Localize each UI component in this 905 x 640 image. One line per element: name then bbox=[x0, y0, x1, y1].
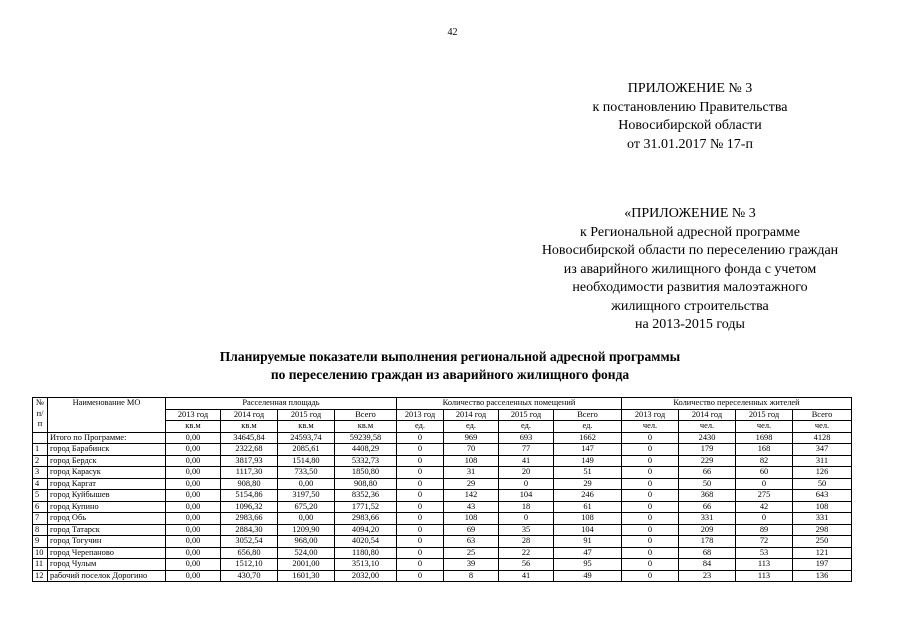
appendix-line: к Региональной адресной программе bbox=[579, 224, 800, 240]
title-line: по переселению граждан из аварийного жилищного фонда bbox=[270, 367, 630, 382]
row-name: рабочий поселок Дорогино bbox=[48, 570, 166, 582]
table-row bbox=[33, 490, 852, 502]
header-number: № п/п bbox=[33, 398, 48, 433]
year-header: 2015 год bbox=[278, 409, 335, 421]
value-cell: 0,00 bbox=[166, 444, 221, 456]
value-cell: 0,00 bbox=[278, 478, 335, 490]
value-cell: 0 bbox=[622, 467, 679, 479]
value-cell: 0,00 bbox=[166, 536, 221, 548]
value-cell: 4408,29 bbox=[335, 444, 397, 456]
value-cell: 0 bbox=[397, 570, 444, 582]
unit-header: чел. bbox=[622, 421, 679, 433]
appendix-line: ПРИЛОЖЕНИЕ № 3 bbox=[627, 81, 753, 96]
value-cell: 0 bbox=[397, 478, 444, 490]
value-cell: 229 bbox=[679, 455, 736, 467]
value-cell: 693 bbox=[499, 432, 554, 444]
appendix-line: необходимости развития малоэтажного bbox=[572, 280, 808, 295]
row-number: 6 bbox=[33, 501, 48, 513]
appendix-header bbox=[540, 80, 840, 154]
value-cell: 2430 bbox=[679, 432, 736, 444]
value-cell: 908,80 bbox=[335, 478, 397, 490]
value-cell: 2884,30 bbox=[221, 524, 278, 536]
table-row bbox=[33, 467, 852, 479]
value-cell: 77 bbox=[499, 444, 554, 456]
value-cell: 0 bbox=[397, 524, 444, 536]
value-cell: 24593,74 bbox=[278, 432, 335, 444]
year-header: Всего bbox=[335, 409, 397, 421]
row-number: 8 bbox=[33, 524, 48, 536]
title-line: Планируемые показатели выполнения региональной адресной программы bbox=[219, 349, 681, 364]
value-cell: 0 bbox=[622, 513, 679, 525]
year-header: Всего bbox=[554, 409, 622, 421]
value-cell: 0 bbox=[397, 432, 444, 444]
value-cell: 2085,61 bbox=[278, 444, 335, 456]
row-name: город Обь bbox=[48, 513, 166, 525]
value-cell: 60 bbox=[736, 467, 793, 479]
value-cell: 68 bbox=[679, 547, 736, 559]
row-name: Итого по Программе: bbox=[48, 432, 166, 444]
row-number: 2 bbox=[33, 455, 48, 467]
value-cell: 22 bbox=[499, 547, 554, 559]
value-cell: 0,00 bbox=[166, 501, 221, 513]
unit-header: чел. bbox=[679, 421, 736, 433]
appendix-line: Новосибирской области bbox=[618, 118, 762, 133]
row-number: 10 bbox=[33, 547, 48, 559]
value-cell: 0 bbox=[397, 490, 444, 502]
value-cell: 656,80 bbox=[221, 547, 278, 559]
document-title bbox=[100, 348, 800, 384]
value-cell: 0 bbox=[622, 536, 679, 548]
value-cell: 209 bbox=[679, 524, 736, 536]
value-cell: 1698 bbox=[736, 432, 793, 444]
row-name: город Барабинск bbox=[48, 444, 166, 456]
value-cell: 34645,84 bbox=[221, 432, 278, 444]
value-cell: 108 bbox=[444, 455, 499, 467]
value-cell: 331 bbox=[793, 513, 852, 525]
row-name: город Каргат bbox=[48, 478, 166, 490]
value-cell: 311 bbox=[793, 455, 852, 467]
value-cell: 56 bbox=[499, 559, 554, 571]
value-cell: 1850,80 bbox=[335, 467, 397, 479]
unit-header: ед. bbox=[499, 421, 554, 433]
value-cell: 0 bbox=[622, 455, 679, 467]
value-cell: 0 bbox=[622, 570, 679, 582]
row-number: 7 bbox=[33, 513, 48, 525]
value-cell: 0 bbox=[499, 513, 554, 525]
row-name: город Черепаново bbox=[48, 547, 166, 559]
value-cell: 3817,93 bbox=[221, 455, 278, 467]
value-cell: 0 bbox=[397, 501, 444, 513]
value-cell: 168 bbox=[736, 444, 793, 456]
value-cell: 72 bbox=[736, 536, 793, 548]
year-header: 2013 год bbox=[166, 409, 221, 421]
value-cell: 0,00 bbox=[166, 547, 221, 559]
value-cell: 41 bbox=[499, 570, 554, 582]
appendix-line: к постановлению Правительства bbox=[592, 99, 788, 115]
value-cell: 104 bbox=[499, 490, 554, 502]
value-cell: 35 bbox=[499, 524, 554, 536]
header-area: Расселенная площадь bbox=[166, 398, 397, 410]
value-cell: 2001,00 bbox=[278, 559, 335, 571]
value-cell: 298 bbox=[793, 524, 852, 536]
value-cell: 1180,80 bbox=[335, 547, 397, 559]
value-cell: 82 bbox=[736, 455, 793, 467]
value-cell: 149 bbox=[554, 455, 622, 467]
value-cell: 0 bbox=[622, 559, 679, 571]
header-rooms: Количество расселенных помещений bbox=[397, 398, 622, 410]
value-cell: 59239,58 bbox=[335, 432, 397, 444]
value-cell: 91 bbox=[554, 536, 622, 548]
value-cell: 53 bbox=[736, 547, 793, 559]
value-cell: 2322,68 bbox=[221, 444, 278, 456]
year-header: 2014 год bbox=[444, 409, 499, 421]
value-cell: 179 bbox=[679, 444, 736, 456]
value-cell: 47 bbox=[554, 547, 622, 559]
value-cell: 250 bbox=[793, 536, 852, 548]
unit-header: кв.м bbox=[166, 421, 221, 433]
value-cell: 197 bbox=[793, 559, 852, 571]
value-cell: 108 bbox=[444, 513, 499, 525]
value-cell: 1209,90 bbox=[278, 524, 335, 536]
unit-header: чел. bbox=[736, 421, 793, 433]
value-cell: 969 bbox=[444, 432, 499, 444]
value-cell: 0,00 bbox=[166, 570, 221, 582]
value-cell: 0 bbox=[397, 536, 444, 548]
unit-header: кв.м bbox=[221, 421, 278, 433]
value-cell: 51 bbox=[554, 467, 622, 479]
row-number: 9 bbox=[33, 536, 48, 548]
value-cell: 2983,66 bbox=[221, 513, 278, 525]
table-row bbox=[33, 455, 852, 467]
value-cell: 1771,52 bbox=[335, 501, 397, 513]
value-cell: 1096,32 bbox=[221, 501, 278, 513]
appendix-line: на 2013-2015 годы bbox=[635, 317, 745, 332]
unit-header: ед. bbox=[444, 421, 499, 433]
table-row bbox=[33, 570, 852, 582]
value-cell: 43 bbox=[444, 501, 499, 513]
value-cell: 0 bbox=[397, 467, 444, 479]
value-cell: 368 bbox=[679, 490, 736, 502]
unit-header: кв.м bbox=[335, 421, 397, 433]
value-cell: 0 bbox=[397, 455, 444, 467]
value-cell: 31 bbox=[444, 467, 499, 479]
table-row bbox=[33, 524, 852, 536]
value-cell: 18 bbox=[499, 501, 554, 513]
row-name: город Тогучин bbox=[48, 536, 166, 548]
year-header: 2014 год bbox=[221, 409, 278, 421]
value-cell: 0 bbox=[622, 490, 679, 502]
value-cell: 66 bbox=[679, 501, 736, 513]
page-number: 42 bbox=[447, 27, 458, 38]
row-number: 12 bbox=[33, 570, 48, 582]
value-cell: 1514,80 bbox=[278, 455, 335, 467]
value-cell: 63 bbox=[444, 536, 499, 548]
value-cell: 89 bbox=[736, 524, 793, 536]
value-cell: 70 bbox=[444, 444, 499, 456]
value-cell: 0 bbox=[736, 513, 793, 525]
value-cell: 3197,50 bbox=[278, 490, 335, 502]
value-cell: 643 bbox=[793, 490, 852, 502]
value-cell: 108 bbox=[793, 501, 852, 513]
row-number: 11 bbox=[33, 559, 48, 571]
row-name: город Татарск bbox=[48, 524, 166, 536]
value-cell: 49 bbox=[554, 570, 622, 582]
value-cell: 2983,66 bbox=[335, 513, 397, 525]
value-cell: 142 bbox=[444, 490, 499, 502]
value-cell: 331 bbox=[679, 513, 736, 525]
indicators-table bbox=[32, 397, 852, 582]
value-cell: 20 bbox=[499, 467, 554, 479]
value-cell: 50 bbox=[793, 478, 852, 490]
value-cell: 2032,00 bbox=[335, 570, 397, 582]
row-number: 4 bbox=[33, 478, 48, 490]
value-cell: 178 bbox=[679, 536, 736, 548]
year-header: 2013 год bbox=[622, 409, 679, 421]
value-cell: 113 bbox=[736, 570, 793, 582]
value-cell: 42 bbox=[736, 501, 793, 513]
table-row bbox=[33, 559, 852, 571]
value-cell: 0 bbox=[622, 547, 679, 559]
value-cell: 275 bbox=[736, 490, 793, 502]
value-cell: 126 bbox=[793, 467, 852, 479]
value-cell: 3052,54 bbox=[221, 536, 278, 548]
value-cell: 1662 bbox=[554, 432, 622, 444]
row-name: город Купино bbox=[48, 501, 166, 513]
row-number: 5 bbox=[33, 490, 48, 502]
value-cell: 1117,30 bbox=[221, 467, 278, 479]
value-cell: 8 bbox=[444, 570, 499, 582]
value-cell: 0 bbox=[622, 501, 679, 513]
year-header: 2015 год bbox=[499, 409, 554, 421]
appendix-line: Новосибирской области по переселению граждан bbox=[541, 243, 839, 258]
row-name: город Чулым bbox=[48, 559, 166, 571]
total-row bbox=[33, 432, 852, 444]
value-cell: 147 bbox=[554, 444, 622, 456]
value-cell: 347 bbox=[793, 444, 852, 456]
row-name: город Куйбышев bbox=[48, 490, 166, 502]
value-cell: 3513,10 bbox=[335, 559, 397, 571]
value-cell: 29 bbox=[444, 478, 499, 490]
value-cell: 41 bbox=[499, 455, 554, 467]
value-cell: 25 bbox=[444, 547, 499, 559]
value-cell: 0 bbox=[622, 432, 679, 444]
table-row bbox=[33, 547, 852, 559]
value-cell: 69 bbox=[444, 524, 499, 536]
value-cell: 121 bbox=[793, 547, 852, 559]
value-cell: 4128 bbox=[793, 432, 852, 444]
value-cell: 29 bbox=[554, 478, 622, 490]
value-cell: 1601,30 bbox=[278, 570, 335, 582]
value-cell: 0,00 bbox=[166, 478, 221, 490]
row-number: 1 bbox=[33, 444, 48, 456]
value-cell: 968,00 bbox=[278, 536, 335, 548]
unit-header: ед. bbox=[397, 421, 444, 433]
value-cell: 0 bbox=[622, 444, 679, 456]
value-cell: 1512,10 bbox=[221, 559, 278, 571]
table-row bbox=[33, 513, 852, 525]
row-number: 3 bbox=[33, 467, 48, 479]
row-name: город Карасук bbox=[48, 467, 166, 479]
value-cell: 0 bbox=[397, 547, 444, 559]
year-header: 2014 год bbox=[679, 409, 736, 421]
value-cell: 23 bbox=[679, 570, 736, 582]
value-cell: 0,00 bbox=[166, 467, 221, 479]
value-cell: 0,00 bbox=[166, 513, 221, 525]
value-cell: 246 bbox=[554, 490, 622, 502]
year-header: Всего bbox=[793, 409, 852, 421]
unit-header: чел. bbox=[793, 421, 852, 433]
value-cell: 136 bbox=[793, 570, 852, 582]
value-cell: 908,80 bbox=[221, 478, 278, 490]
unit-header: кв.м bbox=[278, 421, 335, 433]
header-people: Количество переселенных жителей bbox=[622, 398, 852, 410]
value-cell: 104 bbox=[554, 524, 622, 536]
value-cell: 0,00 bbox=[166, 432, 221, 444]
value-cell: 0 bbox=[499, 478, 554, 490]
value-cell: 0,00 bbox=[166, 455, 221, 467]
value-cell: 95 bbox=[554, 559, 622, 571]
value-cell: 524,00 bbox=[278, 547, 335, 559]
value-cell: 50 bbox=[679, 478, 736, 490]
value-cell: 5154,86 bbox=[221, 490, 278, 502]
value-cell: 39 bbox=[444, 559, 499, 571]
value-cell: 675,20 bbox=[278, 501, 335, 513]
header-name: Наименование МО bbox=[48, 398, 166, 433]
row-name: город Бердск bbox=[48, 455, 166, 467]
value-cell: 0,00 bbox=[166, 524, 221, 536]
value-cell: 28 bbox=[499, 536, 554, 548]
value-cell: 0 bbox=[622, 524, 679, 536]
value-cell: 0,00 bbox=[166, 490, 221, 502]
value-cell: 0,00 bbox=[166, 559, 221, 571]
value-cell: 8352,36 bbox=[335, 490, 397, 502]
value-cell: 4020,54 bbox=[335, 536, 397, 548]
row-number bbox=[33, 432, 48, 444]
table-row bbox=[33, 501, 852, 513]
value-cell: 5332,73 bbox=[335, 455, 397, 467]
table-row bbox=[33, 536, 852, 548]
value-cell: 0 bbox=[397, 559, 444, 571]
program-appendix-header bbox=[500, 205, 880, 335]
value-cell: 61 bbox=[554, 501, 622, 513]
value-cell: 430,70 bbox=[221, 570, 278, 582]
appendix-line: от 31.01.2017 № 17-п bbox=[627, 136, 753, 152]
value-cell: 0 bbox=[397, 444, 444, 456]
appendix-line: из аварийного жилищного фонда с учетом bbox=[563, 261, 817, 277]
unit-header: ед. bbox=[554, 421, 622, 433]
value-cell: 733,50 bbox=[278, 467, 335, 479]
value-cell: 113 bbox=[736, 559, 793, 571]
value-cell: 0,00 bbox=[278, 513, 335, 525]
table-row bbox=[33, 478, 852, 490]
appendix-line: жилищного строительства bbox=[611, 298, 769, 314]
value-cell: 0 bbox=[397, 513, 444, 525]
value-cell: 66 bbox=[679, 467, 736, 479]
value-cell: 4094,20 bbox=[335, 524, 397, 536]
value-cell: 0 bbox=[736, 478, 793, 490]
value-cell: 0 bbox=[622, 478, 679, 490]
value-cell: 108 bbox=[554, 513, 622, 525]
value-cell: 84 bbox=[679, 559, 736, 571]
year-header: 2015 год bbox=[736, 409, 793, 421]
table-row bbox=[33, 444, 852, 456]
appendix-line: «ПРИЛОЖЕНИЕ № 3 bbox=[624, 206, 756, 221]
year-header: 2013 год bbox=[397, 409, 444, 421]
